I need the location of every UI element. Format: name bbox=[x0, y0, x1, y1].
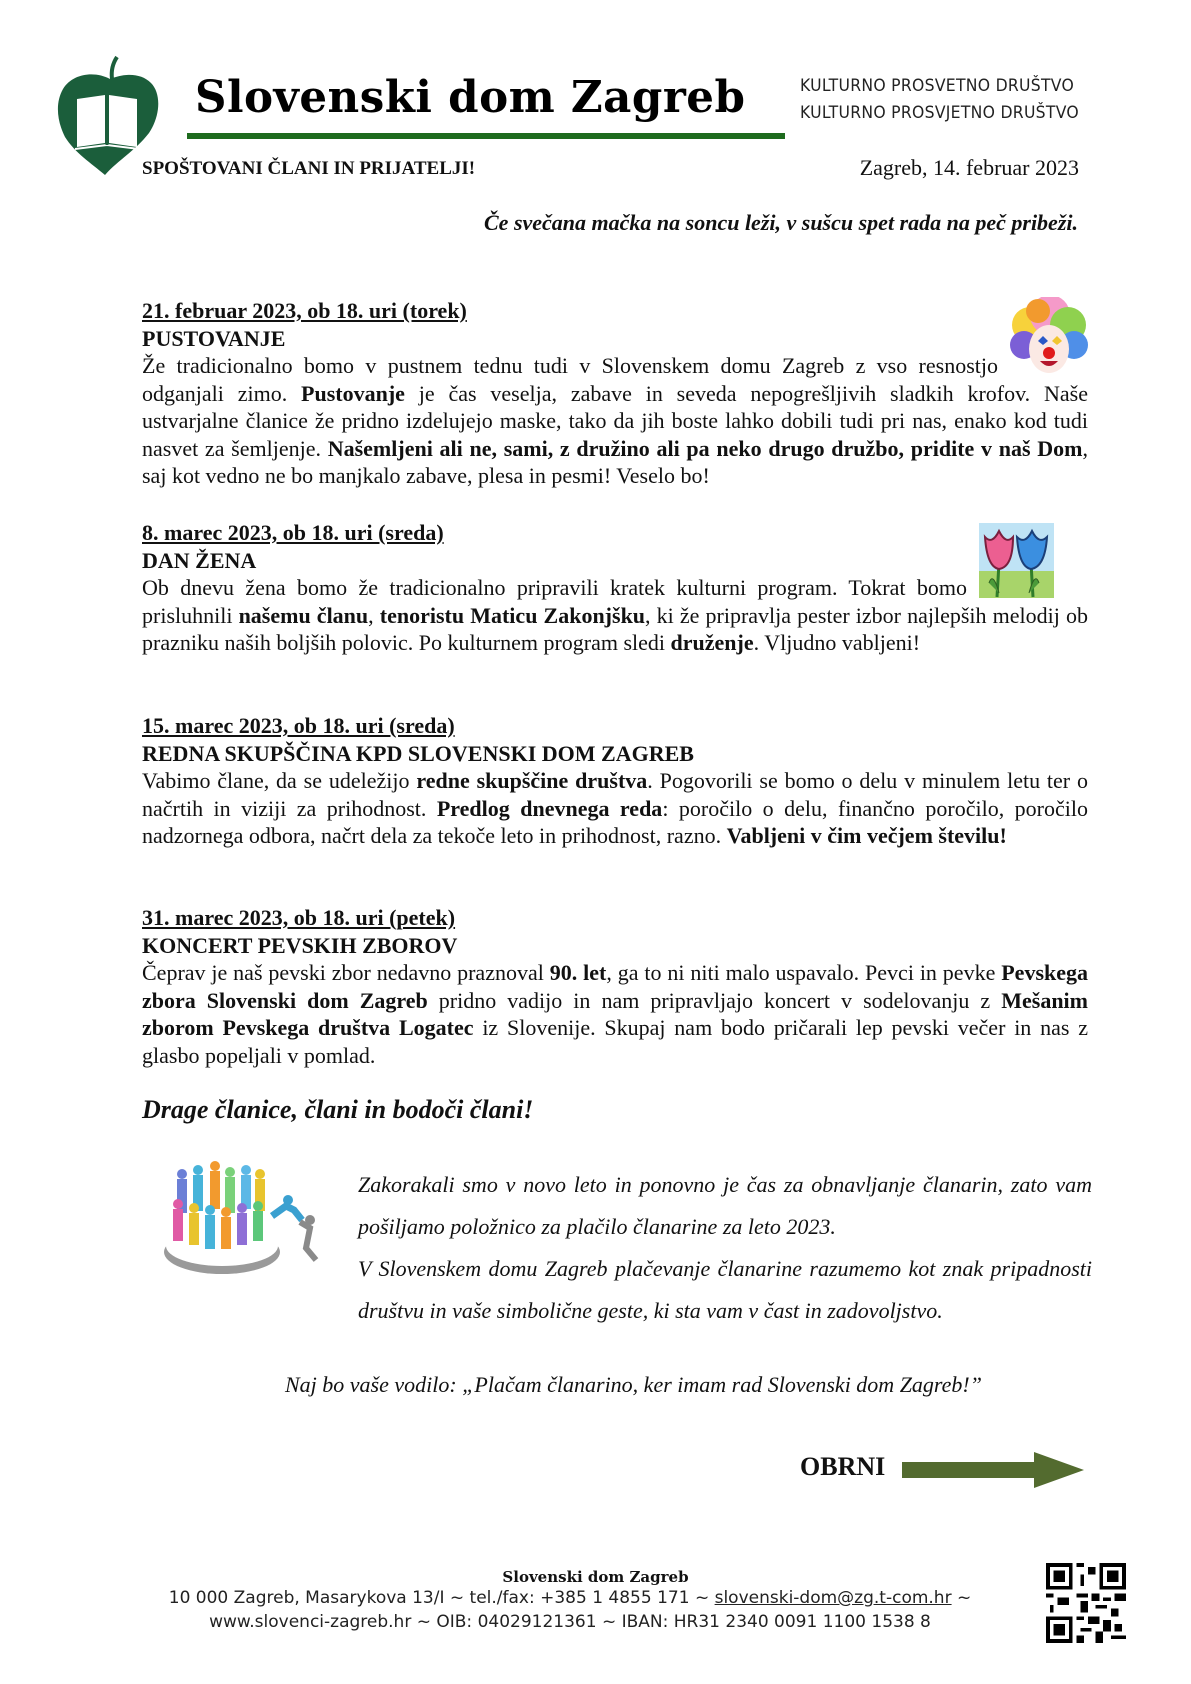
turn-over-label: OBRNI bbox=[800, 1452, 886, 1481]
body-text: Vabimo člane, da se udeležijo bbox=[142, 768, 417, 793]
right-arrow-icon bbox=[902, 1452, 1084, 1488]
body-text: Že tradicionalno bomo v pustnem tednu tudi v Slovenskem domu Zagreb z vso resnostjo odganjali zimo. bbox=[142, 353, 998, 406]
body-text: . Pogovorili se bomo o delu v minulem letu ter o načrtih in viziji za prihodnost. bbox=[142, 768, 1088, 821]
body-text: . Vljudno vabljeni! bbox=[753, 630, 921, 655]
event-title: REDNA SKUPŠČINA KPD SLOVENSKI DOM ZAGREB bbox=[142, 740, 694, 766]
event-title: PUSTOVANJE bbox=[142, 325, 286, 351]
footer-line-2: www.slovenci-zagreb.hr ~ OIB: 04029121361 ~ IBAN: HR31 2340 0091 1100 1538 8 bbox=[209, 1612, 931, 1632]
emphasis-text: Predlog dnevnega reda bbox=[436, 795, 663, 821]
org-line-1: KULTURNO PROSVETNO DRUŠTVO bbox=[800, 76, 1075, 96]
footer-title: Slovenski dom Zagreb bbox=[502, 1568, 689, 1586]
body-text: Ob dnevu žena bomo že tradicionalno pripravili kratek kulturni program. Tokrat bomo prisluhnili bbox=[142, 575, 967, 628]
event-body bbox=[142, 352, 1088, 490]
body-text: iz Slovenije. Skupaj nam bodo pričarali lep pevski večer in nas z glasbo popeljali v pomlad. bbox=[142, 1015, 1088, 1068]
body-text: je čas veselja, zabave in seveda nepogrešljivih sladkih krofov. Naše ustvarjalne članice že pridno izdelujejo maske, tako da jih boste lahko dobili tudi pri nas, enako kod tudi nasvet za šemljenje. bbox=[142, 380, 1088, 461]
event-body bbox=[142, 767, 1088, 850]
emphasis-text: Pevskega zbora Slovenski dom Zagreb bbox=[142, 960, 1088, 1013]
emphasis-text: tenoristu Maticu Zakonjšku bbox=[379, 602, 646, 628]
event-section-pustovanje bbox=[142, 297, 1088, 490]
body-text: pridno vadijo in nam pripravljajo koncert v sodelovanju z bbox=[427, 987, 1002, 1013]
body-text: , ki že pripravlja pester izbor najlepših melodij ob prazniku naših boljših polovic. Po kulturnem program sledi bbox=[142, 602, 1088, 655]
emphasis-text: Našemljeni ali ne, sami, z družino ali pa neko drugo družbo, pridite v naš Dom bbox=[327, 435, 1083, 461]
event-body bbox=[142, 574, 1088, 657]
event-section-skupscina bbox=[142, 712, 1088, 850]
emphasis-text: Vabljeni v čim večjem številu! bbox=[726, 823, 1007, 848]
membership-heading: Drage članice, člani in bodoči člani! bbox=[142, 1095, 534, 1124]
footer-address-tail: ~ bbox=[951, 1588, 972, 1608]
emphasis-text: 90. let bbox=[549, 960, 607, 985]
page-title: Slovenski dom Zagreb bbox=[195, 72, 746, 123]
clown-image bbox=[1010, 297, 1088, 377]
footer-email-link[interactable]: slovenski-dom@zg.t-com.hr bbox=[714, 1588, 952, 1608]
footer-address-text: 10 000 Zagreb, Masarykova 13/I ~ tel./fax: +385 1 4855 171 ~ bbox=[168, 1588, 715, 1608]
greeting: SPOŠTOVANI ČLANI IN PRIJATELJI! bbox=[142, 158, 476, 179]
body-text: : poročilo o delu, finančno poročilo, poročilo nadzornega odbora, načrt dela za tekoče leto in prihodnost, razno. bbox=[142, 795, 1088, 848]
event-date: 8. marec 2023, ob 18. uri (sreda) bbox=[142, 520, 444, 545]
event-section-dan-zena bbox=[142, 519, 1088, 657]
tulips-image bbox=[979, 523, 1054, 598]
people-circle-image bbox=[160, 1160, 325, 1280]
date-place: Zagreb, 14. februar 2023 bbox=[859, 155, 1079, 180]
event-title: KONCERT PEVSKIH ZBOROV bbox=[142, 932, 458, 958]
qr-code-icon bbox=[1046, 1562, 1126, 1644]
body-text: , ga to ni niti malo uspavalo. Pevci in pevke bbox=[606, 960, 1002, 985]
org-line-2: KULTURNO PROSVJETNO DRUŠTVO bbox=[800, 103, 1079, 123]
event-section-koncert bbox=[142, 904, 1088, 1069]
emphasis-text: Pustovanje bbox=[301, 380, 405, 406]
body-text: , saj kot vedno ne bo manjkalo zabave, plesa in pesmi! Veselo bo! bbox=[142, 435, 1089, 488]
event-body bbox=[142, 959, 1088, 1069]
emphasis-text: našemu članu bbox=[238, 602, 369, 628]
event-date: 15. marec 2023, ob 18. uri (sreda) bbox=[142, 713, 455, 738]
motto: Če svečana mačka na soncu leži, v sušcu spet rada na peč pribeži. bbox=[484, 210, 1078, 235]
body-text: Čeprav je naš pevski zbor nedavno praznoval bbox=[142, 960, 550, 985]
membership-paragraph-1: Zakorakali smo v novo leto in ponovno je čas za obnavljanje članarin, zato vam pošiljamo položnico za plačilo članarine za leto 2023. bbox=[358, 1172, 1092, 1239]
membership-paragraph-2: V Slovenskem domu Zagreb plačevanje članarine razumemo kot znak pripadnosti društvu in vaše simbolične geste, ki sta vam v čast in zadovoljstvo. bbox=[358, 1256, 1092, 1323]
emphasis-text: Mešanim zborom Pevskega društva Logatec bbox=[142, 987, 1088, 1040]
emphasis-text: druženje bbox=[670, 630, 754, 655]
emphasis-text: redne skupščine društva bbox=[416, 768, 648, 793]
footer-address bbox=[0, 1588, 1140, 1608]
title-underline bbox=[187, 133, 785, 139]
membership-quote: Naj bo vaše vodilo: „Plačam članarino, ker imam rad Slovenski dom Zagreb!” bbox=[285, 1372, 982, 1397]
event-date: 31. marec 2023, ob 18. uri (petek) bbox=[142, 905, 456, 930]
event-date: 21. februar 2023, ob 18. uri (torek) bbox=[142, 298, 467, 323]
event-title: DAN ŽENA bbox=[142, 547, 257, 573]
membership-text bbox=[358, 1164, 1092, 1332]
body-text: , bbox=[368, 602, 380, 628]
